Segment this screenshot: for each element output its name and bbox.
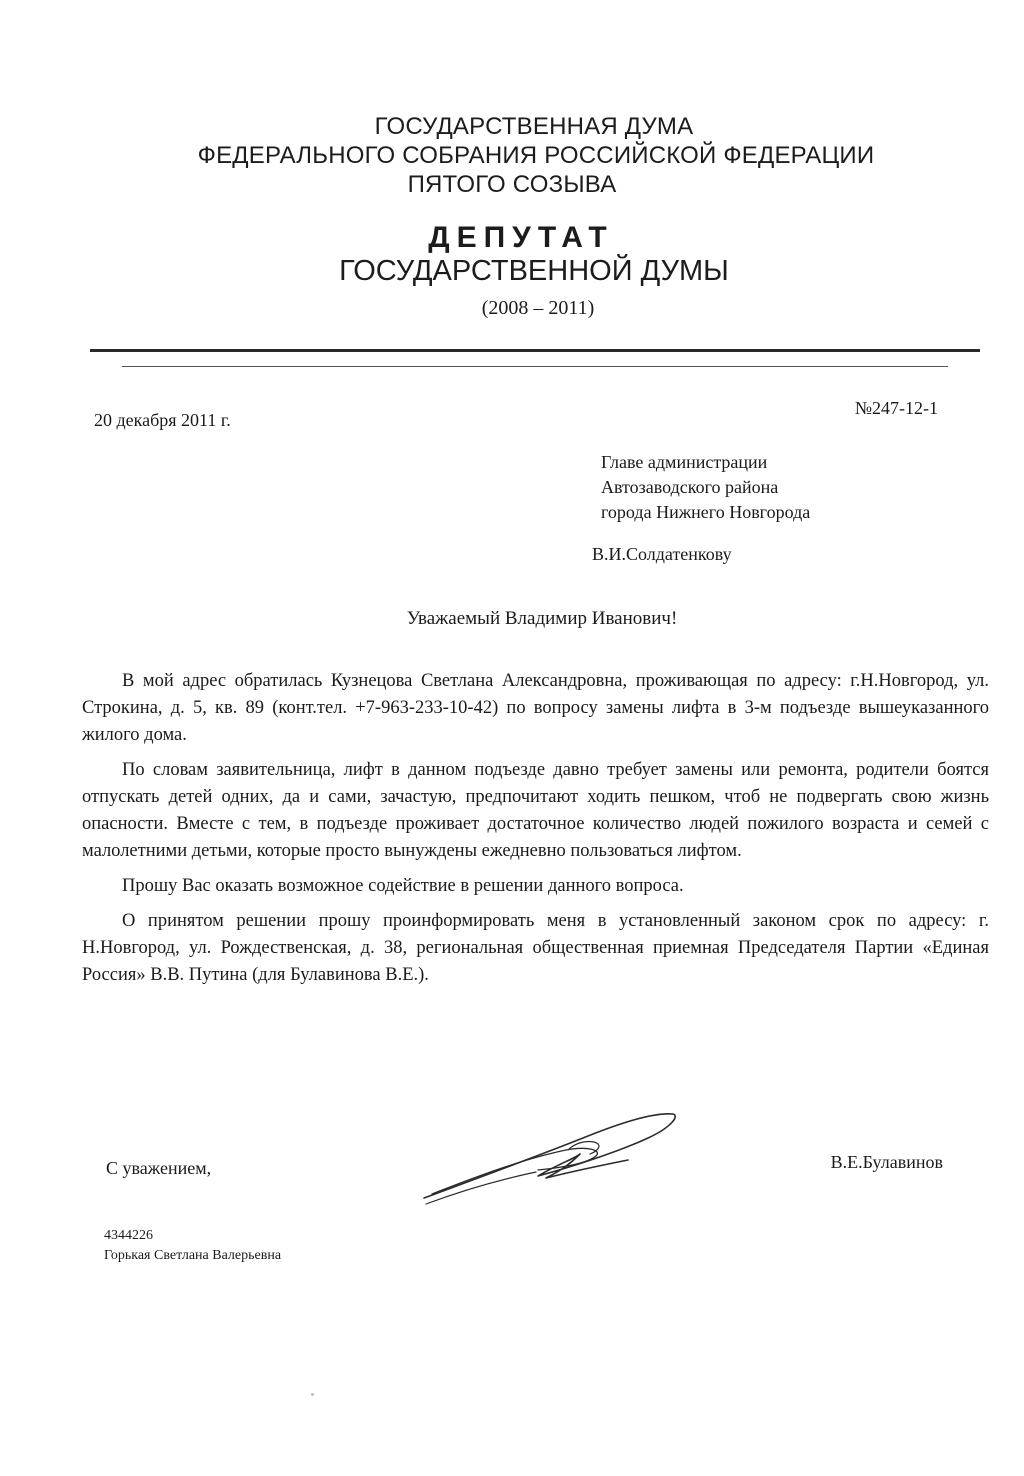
signatory-name: В.Е.Булавинов	[830, 1152, 943, 1172]
handwritten-signature	[418, 1106, 688, 1211]
body-paragraph-1: В мой адрес обратилась Кузнецова Светлана Александровна, проживающая по адресу: г.Н.Новгород, ул. Строкина, д. 5, кв. 89 (конт.тел. +7-963-233-10-42) по вопросу замены лифта в 3-м подъезде вышеуказанного жилого дома.	[82, 671, 989, 745]
header-divider-thin	[122, 366, 948, 367]
org-name-line-3: ПЯТОГО СОЗЫВА	[407, 171, 617, 198]
duma-title: ГОСУДАРСТВЕННОЙ ДУМЫ	[339, 255, 729, 287]
recipient-name: В.И.Солдатенкову	[592, 544, 732, 564]
convocation-years: (2008 – 2011)	[481, 297, 595, 319]
letter-date: 20 декабря 2011 г.	[94, 410, 231, 430]
recipient-line-1: Главе администрации	[601, 452, 768, 472]
recipient-line-3: города Нижнего Новгорода	[601, 502, 811, 522]
recipient-block	[601, 450, 810, 525]
executor-name: Горькая Светлана Валерьевна	[104, 1248, 282, 1263]
deputy-title: ДЕПУТАТ	[428, 221, 614, 254]
body-paragraph-3: Прошу Вас оказать возможное содействие в решении данного вопроса.	[122, 876, 684, 896]
letter-body	[82, 668, 989, 997]
header-divider-thick	[90, 349, 980, 352]
org-name-line-1: ГОСУДАРСТВЕННАЯ ДУМА	[374, 113, 694, 140]
recipient-line-2: Автозаводского района	[601, 477, 779, 497]
executor-phone: 4344226	[104, 1228, 153, 1243]
letterhead	[0, 112, 1024, 322]
closing-phrase: С уважением,	[106, 1158, 212, 1178]
reference-number: №247-12-1	[854, 398, 938, 418]
body-paragraph-4: О принятом решении прошу проинформировать меня в установленный законом срок по адресу: г. Н.Новгород, ул. Рождественская, д. 38, региональная общественная приемная Председателя Партии «Единая Россия» В.В. Путина (для Булавинова В.Е.).	[82, 911, 989, 985]
scan-speck	[311, 1393, 314, 1396]
salutation: Уважаемый Владимир Иванович!	[406, 608, 678, 629]
org-name-line-2: ФЕДЕРАЛЬНОГО СОБРАНИЯ РОССИЙСКОЙ ФЕДЕРАЦИИ	[197, 142, 875, 169]
body-paragraph-2: По словам заявительница, лифт в данном подъезде давно требует замены или ремонта, родители боятся отпускать детей одних, да и сами, зачастую, предпочитают ходить пешком, чтоб не подвергать свою жизнь опасности. Вместе с тем, в подъезде проживает достаточное количество людей пожилого возраста и семей с малолетними детьми, которые просто вынуждены ежедневно пользоваться лифтом.	[82, 760, 989, 861]
